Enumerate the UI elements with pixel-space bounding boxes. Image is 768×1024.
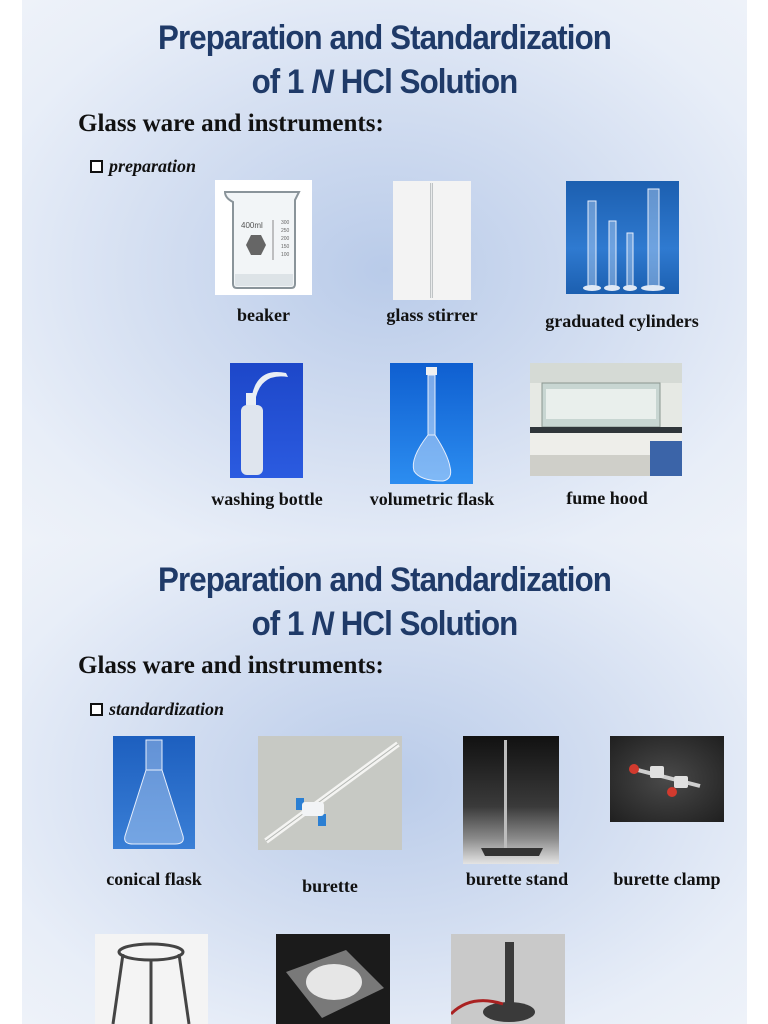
slide-title [51,16,718,104]
burette-clamp-image [610,736,724,822]
svg-text:150: 150 [281,244,290,250]
label-glass-stirrer: glass stirrer [386,305,478,325]
title-line-1: Preparation and Standardization [158,561,611,599]
conical-flask-image [113,736,195,849]
title-line-2: of 1 N HCl Solution [251,63,518,101]
bullet-preparation: preparation [90,156,196,177]
svg-text:300: 300 [281,220,290,226]
label-conical-flask: conical flask [106,869,202,889]
label-burette-clamp: burette clamp [613,869,721,889]
slide-title [51,558,718,646]
beaker-capacity-text: 400ml [241,221,263,230]
label-washing-bottle: washing bottle [211,489,323,509]
label-burette-stand: burette stand [465,869,569,889]
burette-image [258,736,402,850]
label-fume-hood: fume hood [566,488,648,508]
section-subtitle: Glass ware and instruments: [78,652,384,679]
bunsen-burner-image [451,934,565,1024]
graduated-cylinders-image [566,181,679,294]
checkbox-bullet-icon [90,703,103,716]
title-line-2: of 1 N HCl Solution [251,605,518,643]
label-graduated-cylinders: graduated cylinders [545,311,699,331]
fume-hood-image [530,363,682,476]
burette-stand-image [463,736,559,864]
svg-text:250: 250 [281,228,290,234]
washing-bottle-image [230,363,303,478]
checkbox-bullet-icon [90,160,103,173]
title-line-1: Preparation and Standardization [158,19,611,57]
label-volumetric-flask: volumetric flask [369,489,495,509]
svg-text:100: 100 [281,252,290,258]
section-subtitle: Glass ware and instruments: [78,110,384,137]
bullet-standardization: standardization [90,699,224,720]
volumetric-flask-image [390,363,473,484]
label-beaker: beaker [237,305,290,325]
svg-text:200: 200 [281,236,290,242]
glass-stirrer-image [393,181,471,300]
slide-standardization [22,540,747,1024]
slide-preparation [22,0,747,540]
tripod-stand-image [95,934,208,1024]
beaker-image [215,180,312,295]
label-burette: burette [302,876,358,896]
wire-gauze-image [276,934,390,1024]
